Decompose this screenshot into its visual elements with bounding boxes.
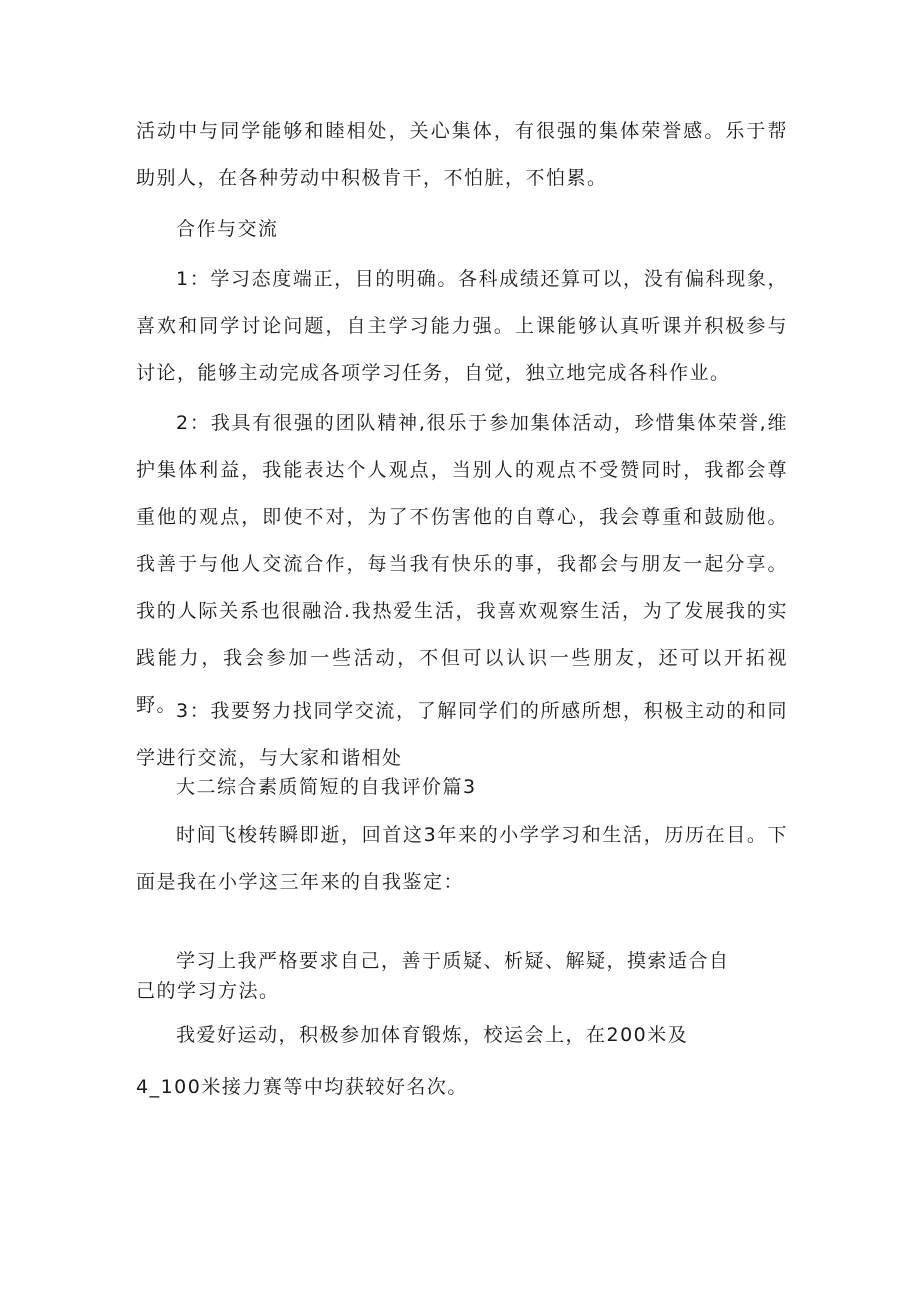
section-heading-cooperation: 合作与交流 [176,218,279,240]
paragraph-collective-honor: 活动中与同学能够和睦相处，关心集体，有很强的集体荣誉感。乐于帮助别人，在各种劳动中积极肯干，不怕脏，不怕累。 [136,120,788,189]
paragraph-point-3: 3：我要努力找同学交流，了解同学们的所感所想，积极主动的和同学进行交流，与大家和谐相处 [136,700,788,769]
section-heading-part-3: 大二综合素质简短的自我评价篇3 [176,776,477,798]
paragraph-study-line-1: 学习上我严格要求自己，善于质疑、析疑、解疑，摸索适合自 [176,950,730,972]
paragraph-sports-line-1: 我爱好运动，积极参加体育锻炼，校运会上，在200米及 [176,1024,689,1046]
paragraph-intro: 时间飞梭转瞬即逝，回首这3年来的小学学习和生活，历历在目。下面是我在小学这三年来的自我鉴定： [136,824,788,893]
paragraph-point-2: 2：我具有很强的团队精神,很乐于参加集体活动，珍惜集体荣誉,维护集体利益，我能表达个人观点，当别人的观点不受赞同时，我都会尊重他的观点，即使不对，为了不伤害他的自尊心，我会尊重和鼓励他。我善于与他人交流合作，每当我有快乐的事，我都会与朋友一起分享。我的人际关系也很融洽.我热爱生活，我喜欢观察生活，为了发展我的实践能力，我会参加一些活动，不但可以认识一些朋友，还可以开拓视野。 [136,412,788,716]
paragraph-study-line-2: 己的学习方法。 [136,980,280,1002]
paragraph-point-1: 1：学习态度端正，目的明确。各科成绩还算可以，没有偏科现象，喜欢和同学讨论问题，自主学习能力强。上课能够认真听课并积极参与讨论，能够主动完成各项学习任务，自觉，独立地完成各科作业。 [136,268,788,384]
paragraph-sports-line-2: 4_100米接力赛等中均获较好名次。 [136,1076,468,1098]
